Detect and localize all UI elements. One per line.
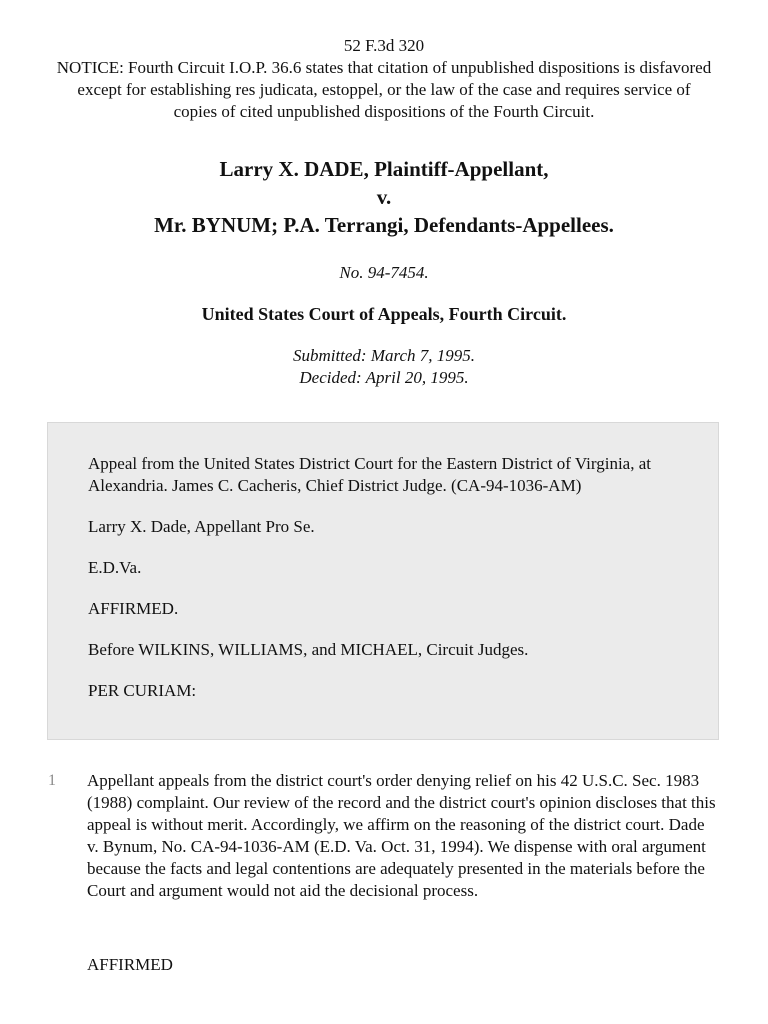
- defendants-name: Mr. BYNUM; P.A. Terrangi, Defendants-Appellees.: [154, 213, 614, 237]
- paragraph-number: 1: [48, 772, 56, 789]
- judges-text: Before WILKINS, WILLIAMS, and MICHAEL, Circuit Judges.: [88, 640, 529, 659]
- author-text: PER CURIAM:: [88, 681, 197, 700]
- opinion-paragraph: [0, 770, 768, 902]
- submitted-date: Submitted: March 7, 1995.: [292, 346, 476, 365]
- versus-label: v.: [376, 185, 392, 209]
- closing-disposition: AFFIRMED: [87, 955, 173, 974]
- paragraph-text: Appellant appeals from the district court's order denying relief on his 42 U.S.C. Sec. 1983 (1988) complaint. Our review of the record and the district court's opinion discloses that this appeal is without merit. Accordingly, we affirm on the reasoning of the district court. Dade v. Bynum, No. CA-94-1036-AM (E.D. Va. Oct. 31, 1994). We dispense with oral argument because the facts and legal contentions are adequately presented in the materials before the Court and argument would not aid the decisional process.: [87, 771, 716, 900]
- case-summary-panel: [47, 422, 719, 740]
- plaintiff-name: Larry X. DADE, Plaintiff-Appellant,: [219, 157, 549, 181]
- case-caption: [0, 155, 768, 239]
- decided-date: Decided: April 20, 1995.: [299, 368, 469, 387]
- district-text: E.D.Va.: [88, 558, 142, 577]
- counsel-text: Larry X. Dade, Appellant Pro Se.: [88, 517, 315, 536]
- case-header: [56, 0, 712, 123]
- unpublished-notice: NOTICE: Fourth Circuit I.O.P. 36.6 states that citation of unpublished dispositions is disfavored except for establishing res judicata, estoppel, or the law of the case and requires service of copies of cited unpublished dispositions of the Fourth Circuit.: [56, 58, 712, 121]
- disposition-text: AFFIRMED.: [88, 599, 179, 618]
- case-citation: 52 F.3d 320: [343, 36, 425, 55]
- court-name: United States Court of Appeals, Fourth Circuit.: [201, 304, 567, 324]
- appeal-from-text: Appeal from the United States District Court for the Eastern District of Virginia, at Alexandria. James C. Cacheris, Chief District Judge. (CA-94-1036-AM): [88, 454, 652, 495]
- docket-number: No. 94-7454.: [339, 263, 429, 282]
- case-dates: [0, 345, 768, 389]
